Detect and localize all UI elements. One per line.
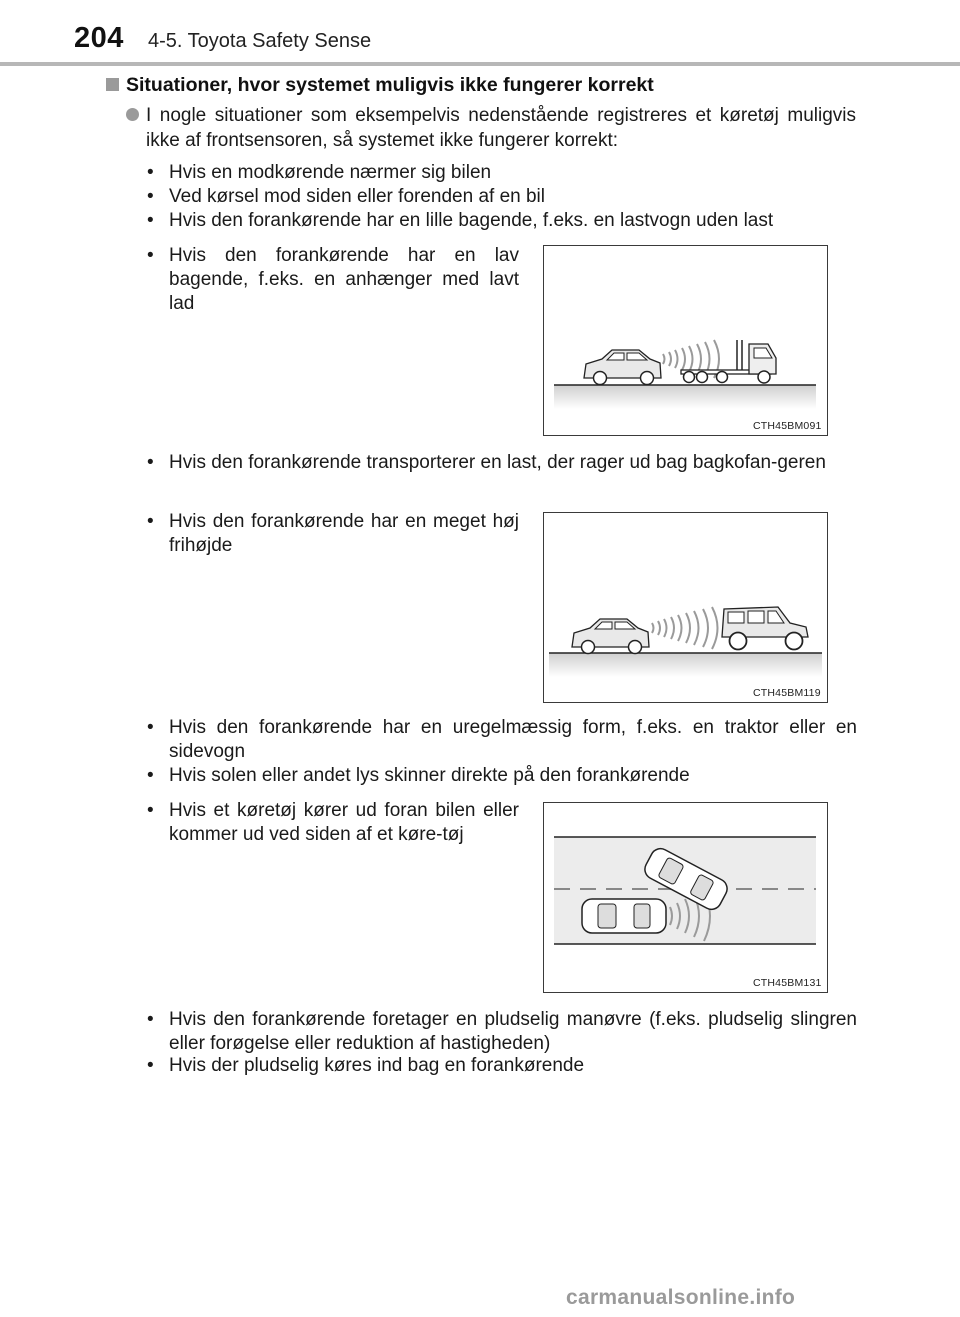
- bullet-dot: •: [147, 765, 154, 786]
- figure-car-trailer: [543, 245, 828, 436]
- figure-code: CTH45BM131: [753, 977, 822, 989]
- bullet-text: Hvis solen eller andet lys skinner direkte på den forankørende: [169, 765, 690, 786]
- bullet-text: Ved kørsel mod siden eller forenden af en bil: [169, 186, 545, 207]
- chapter-title: 4-5. Toyota Safety Sense: [148, 30, 372, 52]
- bullet-item: [147, 1054, 857, 1078]
- bullet-item: [147, 510, 519, 558]
- bullet-dot: •: [147, 162, 154, 183]
- bullet-text: Hvis et køretøj kører ud foran bilen eller kommer ud ved siden af et køre-tøj: [169, 800, 519, 845]
- lead-paragraph: [126, 103, 856, 153]
- circle-bullet-icon: [126, 108, 139, 121]
- figure-car-suv: [543, 512, 828, 703]
- bullet-dot: •: [147, 452, 154, 473]
- bullet-text: Hvis der pludselig køres ind bag en forankørende: [169, 1055, 585, 1076]
- watermark: carmanualsonline.info: [566, 1286, 796, 1309]
- bullet-dot: •: [147, 1009, 154, 1030]
- figure-code: CTH45BM119: [753, 687, 821, 699]
- bullet-item: [147, 451, 857, 475]
- bullet-text: Hvis en modkørende nærmer sig bilen: [169, 162, 492, 183]
- bullet-item: [147, 1008, 857, 1056]
- figure-code: CTH45BM091: [753, 420, 822, 432]
- bullet-text: Hvis den forankørende har en meget høj frihøjde: [169, 511, 519, 556]
- bullet-item: [147, 244, 519, 316]
- bullet-text: Hvis den forankørende transporterer en last, der rager ud bag bagkofan-geren: [169, 452, 826, 473]
- bullet-dot: •: [147, 245, 154, 266]
- bullet-item: [147, 161, 857, 185]
- car-suv-illustration: [544, 513, 827, 702]
- bullet-item: [147, 764, 857, 788]
- bullet-dot: •: [147, 717, 154, 738]
- bullet-text: Hvis den forankørende foretager en pludselig manøvre (f.eks. pludselig slingren eller forøgelse eller reduktion af hastigheden): [169, 1009, 857, 1054]
- figure-car-cut-in: [543, 802, 828, 993]
- page-number: 204: [74, 22, 124, 54]
- section-heading: [106, 74, 654, 97]
- header-rule: [0, 62, 960, 66]
- lead-paragraph-text: I nogle situationer som eksempelvis nedenstående registreres et køretøj muligvis ikke af frontsensoren, så systemet ikke fungerer korrekt:: [146, 105, 856, 151]
- car-cut-in-illustration: [544, 803, 827, 992]
- bullet-item: [147, 799, 519, 847]
- bullet-dot: •: [147, 186, 154, 207]
- bullet-text: Hvis den forankørende har en lav bagende, f.eks. en anhænger med lavt lad: [169, 245, 519, 314]
- bullet-dot: •: [147, 1055, 154, 1076]
- bullet-dot: •: [147, 210, 154, 231]
- bullet-text: Hvis den forankørende har en uregelmæssig form, f.eks. en traktor eller en sidevogn: [169, 717, 857, 762]
- bullet-item: [147, 185, 857, 209]
- bullet-text: Hvis den forankørende har en lille bagende, f.eks. en lastvogn uden last: [169, 210, 774, 231]
- square-bullet-icon: [106, 78, 119, 91]
- bullet-item: [147, 209, 857, 233]
- bullet-dot: •: [147, 511, 154, 532]
- car-trailer-illustration: [544, 246, 827, 435]
- bullet-dot: •: [147, 800, 154, 821]
- section-heading-text: Situationer, hvor systemet muligvis ikke fungerer korrekt: [126, 74, 654, 96]
- bullet-item: [147, 716, 857, 764]
